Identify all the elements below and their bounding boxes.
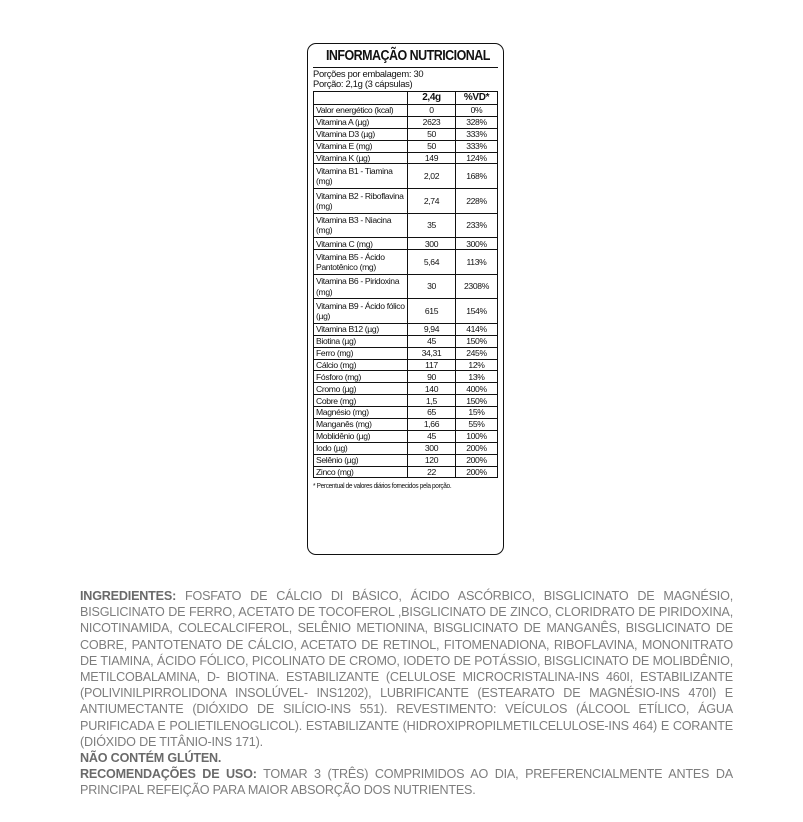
nutrient-name: Vitamina B5 - Ácido Pantotênico (mg) — [314, 250, 408, 275]
nutrient-name: Zinco (mg) — [314, 466, 408, 478]
nutrient-name: Moblidênio (µg) — [314, 430, 408, 442]
nutrient-vd: 200% — [456, 442, 498, 454]
serving-info — [313, 68, 498, 91]
header-amount: 2,4g — [408, 92, 456, 105]
nutrient-amount: 65 — [408, 407, 456, 419]
ingredients-block — [80, 588, 733, 799]
nutrient-vd: 55% — [456, 419, 498, 431]
nutrient-vd: 0% — [456, 105, 498, 117]
table-row — [314, 140, 498, 152]
table-row — [314, 466, 498, 478]
nutrient-amount: 1,5 — [408, 395, 456, 407]
nutrient-name: Fósforo (mg) — [314, 371, 408, 383]
table-row — [314, 238, 498, 250]
header-vd: %VD* — [456, 92, 498, 105]
nutrient-vd: 333% — [456, 140, 498, 152]
nutrient-name: Ferro (mg) — [314, 347, 408, 359]
nutrition-facts-panel — [307, 43, 504, 555]
nutrient-vd: 245% — [456, 347, 498, 359]
nutrient-vd: 200% — [456, 454, 498, 466]
table-row — [314, 250, 498, 275]
nutrient-amount: 5,64 — [408, 250, 456, 275]
nutrient-name: Magnésio (mg) — [314, 407, 408, 419]
table-row — [314, 323, 498, 335]
table-row — [314, 371, 498, 383]
nutrient-name: Cobre (mg) — [314, 395, 408, 407]
nutrient-name: Vitamina E (mg) — [314, 140, 408, 152]
table-row — [314, 152, 498, 164]
gluten-statement: NÃO CONTÉM GLÚTEN. — [80, 751, 222, 766]
nutrient-amount: 117 — [408, 359, 456, 371]
nutrient-vd: 168% — [456, 164, 498, 189]
nutrient-name: Vitamina B3 - Niacina (mg) — [314, 213, 408, 238]
nutrient-amount: 2623 — [408, 116, 456, 128]
nutrient-vd: 124% — [456, 152, 498, 164]
nutrient-vd: 13% — [456, 371, 498, 383]
usage-paragraph — [80, 766, 733, 798]
nutrient-name: Biotina (µg) — [314, 335, 408, 347]
footnote: * Percentual de valores diários fornecidos pela porção. — [313, 481, 452, 491]
table-row — [314, 430, 498, 442]
nutrient-name: Cálcio (mg) — [314, 359, 408, 371]
panel-title: INFORMAÇÃO NUTRICIONAL — [325, 48, 490, 64]
table-row — [314, 299, 498, 324]
nutrition-rows — [314, 105, 498, 478]
nutrition-table — [313, 91, 498, 478]
table-header-row — [314, 92, 498, 105]
ingredients-paragraph — [80, 588, 733, 750]
nutrient-amount: 45 — [408, 430, 456, 442]
nutrient-amount: 45 — [408, 335, 456, 347]
nutrient-vd: 233% — [456, 213, 498, 238]
nutrient-vd: 100% — [456, 430, 498, 442]
nutrient-amount: 149 — [408, 152, 456, 164]
ingredients-text: FOSFATO DE CÁLCIO DI BÁSICO, ÁCIDO ASCÓRBICO, BISGLICINATO DE MAGNÉSIO, BISGLICINATO DE FERRO, ACETATO DE TOCOFEROL ,BISGLICINATO DE ZINCO, CLORIDRATO DE PIRIDOXINA, NICOTINAMIDA, COLECALCIFEROL, SELÊNIO METIONINA, BISGLICINATO DE MANGANÊS, BISGLICINATO DE COBRE, PANTOTENATO DE CÁLCIO, ACETATO DE RETINOL, FITOMENADIONA, RIBOFLAVINA, MONONITRATO DE TIAMINA, ÁCIDO FÓLICO, PICOLINATO DE CROMO, IODETO DE POTÁSSIO, BISGLICINATO DE MOLIBDÊNIO, METILCOBALAMINA, D- BIOTINA. ESTABILIZANTE (CELULOSE MICROCRISTALINA-INS 460I, ESTABILIZANTE (POLIVINILPIRROLIDONA INSOLÚVEL- INS1202), LUBRIFICANTE (ESTEARATO DE MAGNÉSIO-INS 470I) E ANTIUMECTANTE (DIÓXIDO DE SILÍCIO-INS 551). REVESTIMENTO: VEÍCULOS (ÁLCOOL ETÍLICO, ÁGUA PURIFICADA E POLIETILENOGLICOL). ESTABILIZANTE (HIDROXIPROPILMETILCELULOSE-INS 464) E CORANTE (DIÓXIDO DE TITÂNIO-INS 171). — [80, 589, 733, 749]
nutrient-vd: 333% — [456, 128, 498, 140]
table-row — [314, 335, 498, 347]
nutrient-amount: 35 — [408, 213, 456, 238]
table-row — [314, 213, 498, 238]
nutrient-vd: 414% — [456, 323, 498, 335]
nutrient-vd: 2308% — [456, 274, 498, 299]
nutrient-amount: 90 — [408, 371, 456, 383]
nutrient-name: Vitamina B2 - Riboflavina (mg) — [314, 189, 408, 214]
usage-label: RECOMENDAÇÕES DE USO: — [80, 767, 257, 782]
usage-text: TOMAR 3 (TRÊS) COMPRIMIDOS AO DIA, PREFERENCIALMENTE ANTES DA PRINCIPAL REFEIÇÃO PARA MAIOR ABSORÇÃO DOS NUTRIENTES. — [80, 767, 733, 798]
nutrient-name: Cromo (µg) — [314, 383, 408, 395]
nutrient-vd: 228% — [456, 189, 498, 214]
header-nutrient — [314, 92, 408, 105]
nutrient-name: Vitamina B9 - Ácido fólico (µg) — [314, 299, 408, 324]
nutrient-vd: 12% — [456, 359, 498, 371]
nutrient-amount: 30 — [408, 274, 456, 299]
nutrient-vd: 15% — [456, 407, 498, 419]
nutrient-vd: 113% — [456, 250, 498, 275]
table-row — [314, 359, 498, 371]
nutrient-amount: 50 — [408, 140, 456, 152]
nutrient-vd: 328% — [456, 116, 498, 128]
nutrient-name: Vitamina A (µg) — [314, 116, 408, 128]
table-row — [314, 442, 498, 454]
nutrient-name: Valor energético (kcal) — [314, 105, 408, 117]
nutrient-amount: 615 — [408, 299, 456, 324]
nutrient-vd: 300% — [456, 238, 498, 250]
nutrient-amount: 120 — [408, 454, 456, 466]
table-row — [314, 407, 498, 419]
nutrient-name: Vitamina B1 - Tiamina (mg) — [314, 164, 408, 189]
nutrient-name: Vitamina B12 (µg) — [314, 323, 408, 335]
nutrient-amount: 34,31 — [408, 347, 456, 359]
nutrient-vd: 154% — [456, 299, 498, 324]
nutrient-vd: 400% — [456, 383, 498, 395]
nutrient-amount: 0 — [408, 105, 456, 117]
nutrient-amount: 140 — [408, 383, 456, 395]
nutrient-name: Iodo (µg) — [314, 442, 408, 454]
table-row — [314, 189, 498, 214]
ingredients-label: INGREDIENTES: — [80, 589, 177, 603]
table-row — [314, 347, 498, 359]
nutrient-name: Vitamina D3 (µg) — [314, 128, 408, 140]
table-row — [314, 128, 498, 140]
nutrient-name: Manganês (mg) — [314, 419, 408, 431]
nutrient-amount: 9,94 — [408, 323, 456, 335]
nutrient-amount: 2,02 — [408, 164, 456, 189]
table-row — [314, 274, 498, 299]
servings-per-pack: Porções por embalagem: 30 — [313, 68, 424, 79]
nutrient-amount: 2,74 — [408, 189, 456, 214]
nutrient-name: Vitamina C (mg) — [314, 238, 408, 250]
nutrient-name: Selênio (µg) — [314, 454, 408, 466]
table-row — [314, 383, 498, 395]
serving-size: Porção: 2,1g (3 cápsulas) — [313, 78, 413, 89]
table-row — [314, 164, 498, 189]
nutrient-amount: 300 — [408, 442, 456, 454]
nutrient-amount: 50 — [408, 128, 456, 140]
nutrient-vd: 200% — [456, 466, 498, 478]
nutrient-amount: 1,66 — [408, 419, 456, 431]
nutrient-vd: 150% — [456, 335, 498, 347]
table-row — [314, 105, 498, 117]
nutrient-name: Vitamina B6 - Piridoxina (mg) — [314, 274, 408, 299]
table-row — [314, 454, 498, 466]
nutrient-vd: 150% — [456, 395, 498, 407]
nutrient-amount: 22 — [408, 466, 456, 478]
table-row — [314, 116, 498, 128]
table-row — [314, 395, 498, 407]
nutrient-name: Vitamina K (µg) — [314, 152, 408, 164]
nutrient-amount: 300 — [408, 238, 456, 250]
table-row — [314, 419, 498, 431]
